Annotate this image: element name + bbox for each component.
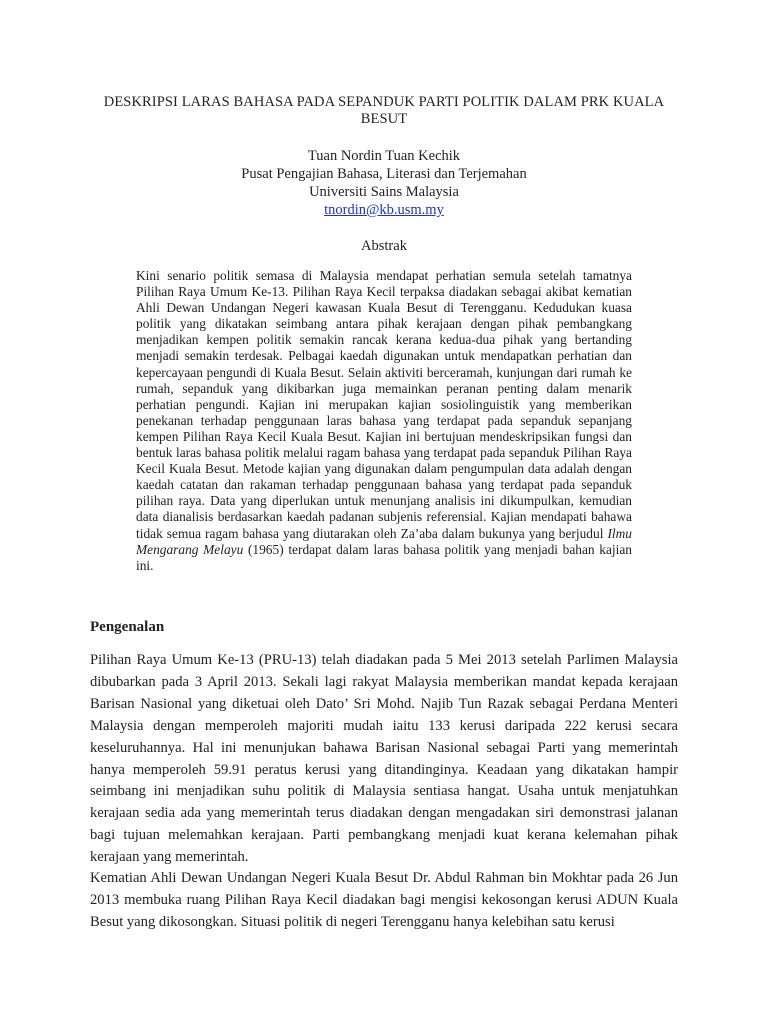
abstract-text-part-2: (1965) terdapat dalam laras bahasa politik yang menjadi bahan kajian ini. bbox=[136, 541, 632, 573]
introduction-paragraph-1: Pilihan Raya Umum Ke-13 (PRU-13) telah diadakan pada 5 Mei 2013 setelah Parlimen Malaysia dibubarkan pada 3 April 2013. Sekali lagi rakyat Malaysia memberikan mandat kepada kerajaan Barisan Nasional yang diketuai oleh Dato’ Sri Mohd. Najib Tun Razak sebagai Perdana Menteri Malaysia dengan memperoleh majoriti mudah iaitu 133 kerusi daripada 222 kerusi secara keseluruhannya. Hal ini menunjukan bahawa Barisan Nasional sebagai Parti yang memerintah hanya memperoleh 59.91 peratus kerusi yang ditandinginya. Keadaan yang dikatakan hampir seimbang ini menjadikan suhu politik di Malaysia sentiasa hangat. Usaha untuk menjatuhkan kerajaan sedia ada yang memerintah terus diadakan dengan mengadakan siri demonstrasi jalanan bagi tujuan melemahkan kerajaan. Parti pembangkang menjadi kuat kerana kelemahan pihak kerajaan yang memerintah. bbox=[90, 652, 678, 866]
abstract-heading: Abstrak bbox=[361, 238, 407, 254]
author-block bbox=[80, 147, 688, 219]
author-email-link[interactable]: tnordin@kb.usm.my bbox=[324, 202, 444, 218]
introduction-paragraph-2: Kematian Ahli Dewan Undangan Negeri Kuala Besut Dr. Abdul Rahman bin Mokhtar pada 26 Jun 2013 membuka ruang Pilihan Raya Kecil diadakan bagi mengisi kekosongan kerusi ADUN Kuala Besut yang dikosongkan. Situasi politik di negeri Terengganu hanya kelebihan satu kerusi bbox=[90, 870, 678, 930]
abstract-body bbox=[136, 268, 632, 574]
author-name: Tuan Nordin Tuan Kechik bbox=[307, 148, 461, 164]
abstract-text-part-1: Kini senario politik semasa di Malaysia mendapat perhatian semula setelah tamatnya Pilihan Raya Umum Ke-13. Pilihan Raya Kecil terpaksa diadakan sebagai akibat kematian Ahli Dewan Undangan Negeri kawasan Kuala Besut di Terengganu. Kedudukan kuasa politik yang dikatakan seimbang antara pihak kerajaan dengan pihak pembangkang menjadikan kempen politik semakin rancak kerana kedua-dua pihak yang bertanding menjadi semakin terdesak. Pelbagai kaedah digunakan untuk mendapatkan perhatian dan kepercayaan pengundi di Kuala Besut. Selain aktiviti berceramah, kunjungan dari rumah ke rumah, sepanduk yang dikibarkan juga memainkan peranan penting dalam menarik perhatian pengundi. Kajian ini merupakan kajian sosiolinguistik yang memberikan penekanan terhadap penggunaan laras bahasa yang terdapat pada sepanduk sepanjang kempen Pilihan Raya Kecil Kuala Besut. Kajian ini bertujuan mendeskripsikan fungsi dan bentuk laras bahasa politik melalui ragam bahasa yang terdapat pada sepanduk Pilihan Raya Kecil Kuala Besut. Metode kajian yang digunakan dalam pengumpulan data adalah dengan kaedah catatan dan rakaman terhadap penggunaan bahasa yang terdapat pada sepanduk pilihan raya. Data yang diperlukan untuk menunjang analisis ini dikumpulkan, kemudian data dianalisis berdasarkan kaedah padanan subjenis referensial. Kajian mendapati bahawa tidak semua ragam bahasa yang diutarakan oleh Za’aba dalam bukunya yang berjudul bbox=[136, 268, 632, 541]
section-heading-introduction: Pengenalan bbox=[90, 619, 165, 635]
author-affiliation-2: Universiti Sains Malaysia bbox=[309, 184, 459, 200]
paper-title: DESKRIPSI LARAS BAHASA PADA SEPANDUK PARTI POLITIK DALAM PRK KUALA BESUT bbox=[103, 94, 665, 127]
abstract-book-title: Ilmu Mengarang Melayu bbox=[136, 525, 632, 557]
author-affiliation-1: Pusat Pengajian Bahasa, Literasi dan Terjemahan bbox=[241, 166, 527, 182]
